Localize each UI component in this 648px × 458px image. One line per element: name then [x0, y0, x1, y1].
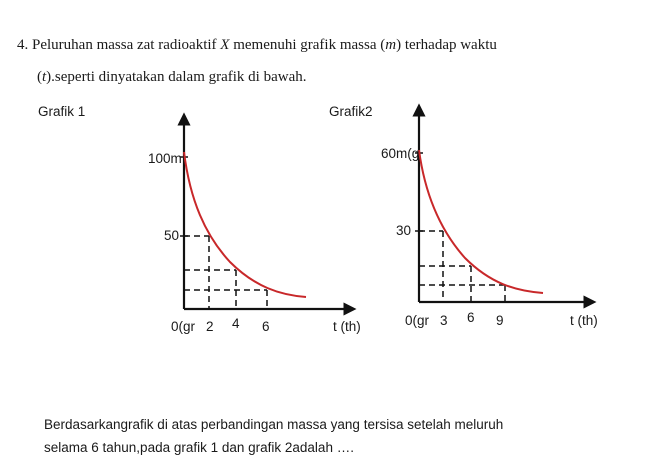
graph2-x-tick-6: 6: [467, 310, 475, 325]
graph2-origin-label: 0(gr: [405, 313, 430, 328]
graph2-y-top-label: 60m(g: [381, 146, 420, 161]
graph2-title: Grafik2: [329, 104, 373, 119]
question-number: 4.: [17, 37, 29, 53]
question-text-b: memenuhi grafik massa (: [229, 37, 386, 53]
footer-line-2: selama 6 tahun,pada grafik 1 dan grafik 2adalah ….: [44, 440, 354, 455]
symbol-m: m: [385, 37, 397, 53]
graph1-x-tick-4: 4: [232, 316, 240, 331]
graph2-y-mid-label: 30: [396, 223, 412, 238]
question-text-a: Peluruhan massa zat radioaktif: [32, 37, 221, 53]
graph2-x-axis-label: t (th): [570, 313, 598, 328]
graph1: [148, 119, 361, 334]
graph1-y-mid-label: 50: [164, 228, 180, 243]
question-text-d: (: [37, 69, 42, 85]
graph1-decay-curve: [184, 152, 306, 297]
graph2-x-tick-9: 9: [496, 313, 504, 328]
footer-line-1: Berdasarkangrafik di atas perbandingan massa yang tersisa setelah meluruh: [44, 417, 504, 432]
graph1-title: Grafik 1: [38, 104, 86, 119]
graph2-x-tick-3: 3: [440, 313, 448, 328]
graph1-origin-label: 0(gr: [171, 319, 196, 334]
question-text-c: ) terhadap waktu: [396, 37, 497, 53]
graph2-decay-curve: [419, 150, 543, 293]
graph2: [381, 110, 598, 328]
symbol-x: X: [220, 37, 230, 53]
graph1-x-tick-2: 2: [206, 319, 214, 334]
question-text-e: ).seperti dinyatakan dalam grafik di bawah.: [46, 69, 307, 85]
symbol-t: t: [42, 69, 47, 85]
graph1-y-top-label: 100m: [148, 151, 182, 166]
graph1-x-tick-6: 6: [262, 319, 270, 334]
graph1-x-axis-label: t (th): [333, 319, 361, 334]
